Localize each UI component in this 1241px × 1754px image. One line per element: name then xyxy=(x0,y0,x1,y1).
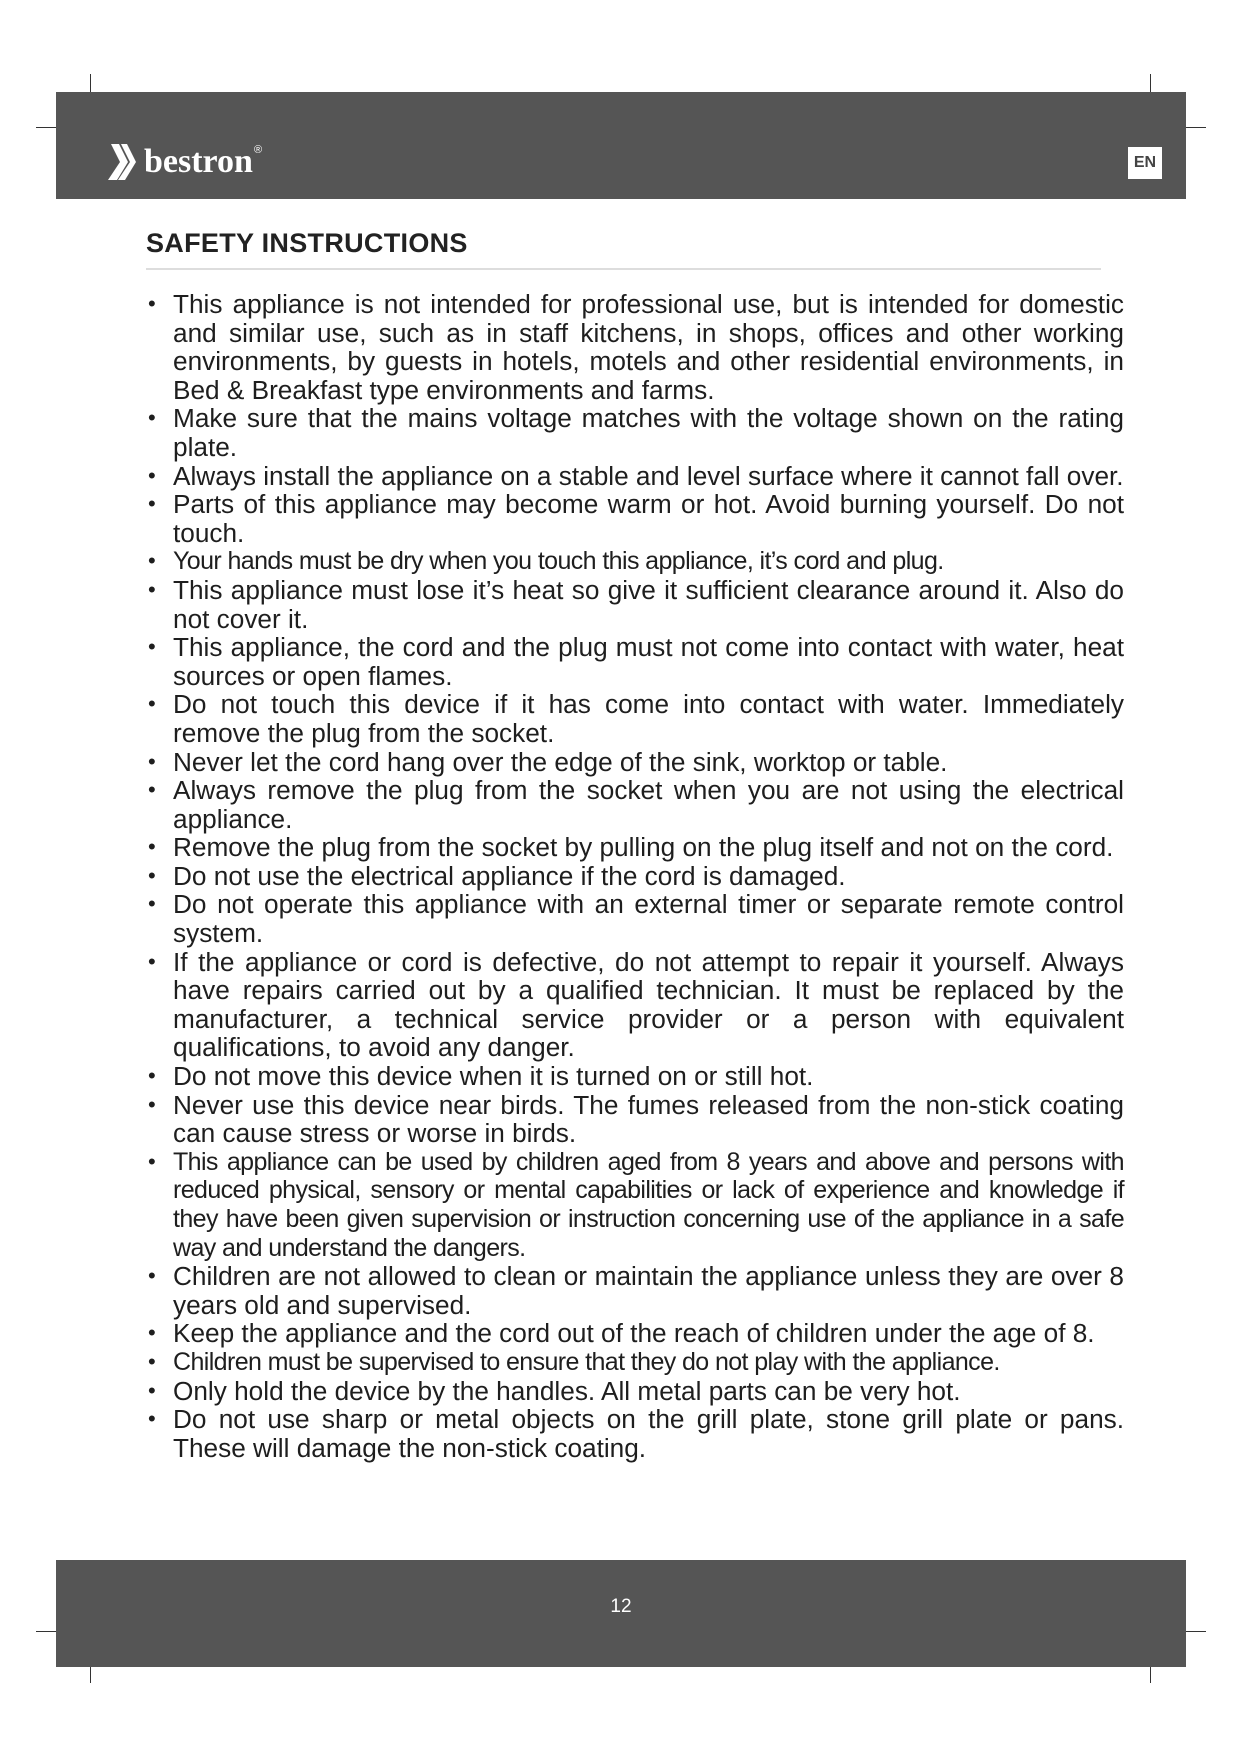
instruction-item: • Make sure that the mains voltage matches with the voltage shown on the rating plate. xyxy=(146,404,1124,461)
brand-logo xyxy=(108,144,262,180)
instruction-item: • Your hands must be dry when you touch this appliance, it’s cord and plug. xyxy=(146,547,1124,576)
registered-mark: ® xyxy=(253,144,263,156)
instruction-item: • Do not operate this appliance with an external timer or separate remote control system. xyxy=(146,890,1124,947)
instruction-item: • Do not use sharp or metal objects on the grill plate, stone grill plate or pans. These will damage the non-stick coating. xyxy=(146,1405,1124,1462)
header-bar xyxy=(56,92,1186,199)
footer-bar xyxy=(56,1560,1186,1667)
instruction-item: • This appliance must lose it’s heat so give it sufficient clearance around it. Also do not cover it. xyxy=(146,576,1124,633)
instruction-item: • Never let the cord hang over the edge of the sink, worktop or table. xyxy=(146,748,1124,777)
chevrons-icon xyxy=(108,144,138,180)
instruction-item: • Keep the appliance and the cord out of the reach of children under the age of 8. xyxy=(146,1319,1124,1348)
instruction-item: • Never use this device near birds. The fumes released from the non-stick coating can cause stress or worse in birds. xyxy=(146,1091,1124,1148)
instruction-item: • If the appliance or cord is defective, do not attempt to repair it yourself. Always have repairs carried out by a qualified technician. It must be replaced by the manufacturer, a technical service provider or a person with equivalent qualifications, to avoid any danger. xyxy=(146,948,1124,1062)
instruction-item: • This appliance is not intended for professional use, but is intended for domestic and similar use, such as in staff kitchens, in shops, offices and other working environments, by guests in hotels, motels and other residential environments, in Bed & Breakfast type environments and farms. xyxy=(146,290,1124,404)
page-number: 12 xyxy=(610,1596,632,1617)
section-title: SAFETY INSTRUCTIONS xyxy=(146,228,468,258)
instruction-item: • Children must be supervised to ensure that they do not play with the appliance. xyxy=(146,1348,1124,1377)
instruction-item: • Do not move this device when it is turned on or still hot. xyxy=(146,1062,1124,1091)
instruction-item: • Do not use the electrical appliance if the cord is damaged. xyxy=(146,862,1124,891)
instruction-item: • This appliance can be used by children aged from 8 years and above and persons with reduced physical, sensory or mental capabilities or lack of experience and knowledge if they have been given supervision or instruction concerning use of the appliance in a safe way and understand the dangers. xyxy=(146,1148,1124,1262)
safety-instructions-list xyxy=(146,290,1124,1462)
title-divider xyxy=(146,268,1101,270)
language-badge: EN xyxy=(1128,147,1162,179)
brand-name: bestron xyxy=(144,143,253,180)
instruction-item: • Always remove the plug from the socket when you are not using the electrical appliance. xyxy=(146,776,1124,833)
instruction-item: • Only hold the device by the handles. All metal parts can be very hot. xyxy=(146,1377,1124,1406)
instruction-item: • Always install the appliance on a stable and level surface where it cannot fall over. xyxy=(146,462,1124,491)
instruction-item: • Children are not allowed to clean or maintain the appliance unless they are over 8 years old and supervised. xyxy=(146,1262,1124,1319)
instruction-item: • This appliance, the cord and the plug must not come into contact with water, heat sources or open flames. xyxy=(146,633,1124,690)
instruction-item: • Remove the plug from the socket by pulling on the plug itself and not on the cord. xyxy=(146,833,1124,862)
instruction-item: • Parts of this appliance may become warm or hot. Avoid burning yourself. Do not touch. xyxy=(146,490,1124,547)
instruction-item: • Do not touch this device if it has come into contact with water. Immediately remove the plug from the socket. xyxy=(146,690,1124,747)
